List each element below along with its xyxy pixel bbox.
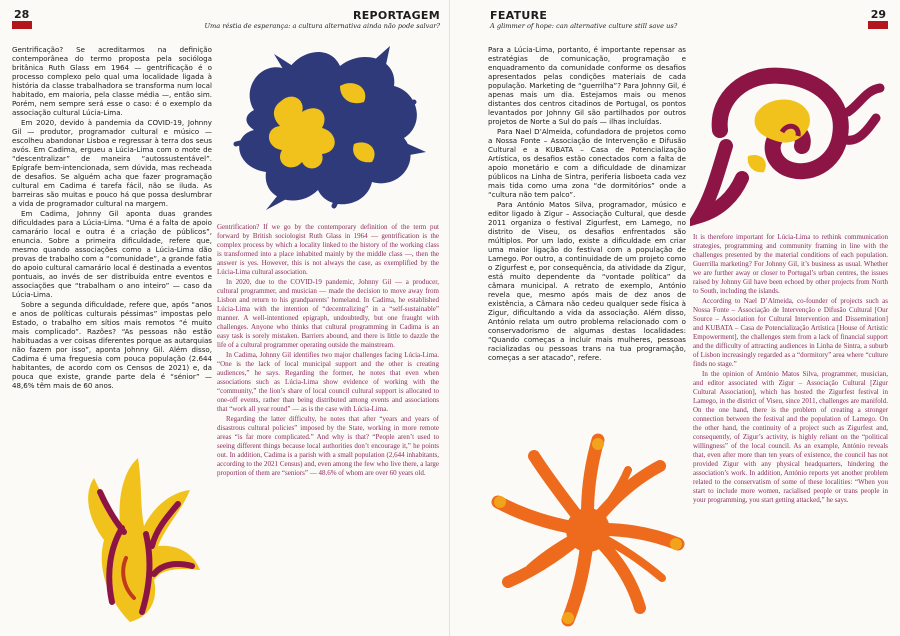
right-page <box>450 0 900 636</box>
portuguese-column <box>12 45 212 465</box>
page-marker-bar <box>12 21 32 29</box>
paragraph: Para a Lúcia-Lima, portanto, é importante repensar as estratégias de comunicação, programação e enquadramento da comunidade conforme os desafios apresentados pelas condições materiais de cada população. Marketing de “guerrilha”? Para Johnny Gil, é apenas mais um dia. Estejamos mais ou menos distantes dos centros citadinos de Portugal, os pontos levantados por Johnny Gil são partilhados por outros projetos de Norte a Sul do país — ilhas incluídas. <box>488 45 686 126</box>
paragraph: It is therefore important for Lúcia-Lima to rethink communication strategies, programming and community framing in line with the challenges presented by the material conditions of each population. Guerrilla marketing? For Johnny Gil, it’s business as usual. Whether we are further away or closer to Portugal’s urban centres, the issues raised by Johnny Gil have been echoed by other projects from North to South, including the islands. <box>693 233 888 295</box>
blue-yellow-splash-illustration <box>222 40 430 218</box>
paragraph: Para Nael D’Almeida, cofundadora de projetos como a Nossa Fonte – Associação de Intervenção e Difusão Cultural e a KUBATA – Casa de Potencialização Artística, os desafios estão conectados com a falta de apoio monetário e com a dificuldade de dinamizar públicos na Linha de Sintra, periferia lisboeta cada vez mais tida como uma zona “de dormitórios” onde a “cultura não tem palco”. <box>488 127 686 199</box>
paragraph: In Cadima, Johnny Gil identifies two major challenges facing Lúcia-Lima. “One is the lack of local municipal support and the other is creating audiences,” he says. Regarding the former, he notes that even when associations such as Lúcia-Lima show evidence of working with the “community,” the lion’s share of local council cultural support is allocated to one-off events, rather than being distributed among events and associations that “work all year round” — as is the case with Lúcia-Lima. <box>217 351 439 413</box>
section-title: FEATURE <box>490 9 548 22</box>
section-title: REPORTAGEM <box>352 9 440 22</box>
article-subtitle: Uma réstia de esperança: a cultura alternativa ainda não pode salvar? <box>204 22 440 30</box>
paragraph: Em Cadima, Johnny Gil aponta duas grandes dificuldades para a Lúcia-Lima. “Uma é a falta de apoio camarário local e outra é a criação de públicos”, enuncia. Sobre a primeira dificuldade, refere que, mesmo quando associações como a Lúcia-Lima dão provas de trabalho com a “comunidade”, a grande fatia do apoio cultural camarário local é destinada a eventos pontuais, ao invés de ser distribuída entre eventos e associações que “trabalham o ano inteiro” — caso da Lúcia-Lima. <box>12 209 212 299</box>
paragraph: Regarding the latter difficulty, he notes that after “years and years of disastrous cultural policies” imposed by the State, working in more remote areas “is far more complicated.” And why is that? “People aren’t used to seeing different things because local authorities don’t encourage it,” he points out. In addition, Cadima is a parish with a small population (2,644 inhabitants, according to the 2021 Census) and, even among the few who live there, a large proportion of them are “seniors” — 48.6% of whom are over 60 years old. <box>217 415 439 477</box>
paragraph: Gentrification? If we go by the contemporary definition of the term put forward by British sociologist Ruth Glass in 1964 — gentrification is the complex process by which a locality linked to the history of the working class is transformed into a place inhabited mainly by the middle class —, then the answer is yes. However, this is not always the case, as exemplified by the Lúcia-Lima cultural association. <box>217 223 439 276</box>
paragraph: According to Nael D’Almeida, co-founder of projects such as Nossa Fonte – Associação de Intervenção e Difusão Cultural [Our Source – Association for Cultural Intervention and Dissemination] and KUBATA – Casa de Potencialização Artística [House of Artistic Empowerment], the challenges stem from a lack of financial support and the difficulty of attracting audiences in Linha de Sintra, a suburb of Lisbon increasingly regarded as a “dormitory” area where “culture finds no stage.” <box>693 297 888 368</box>
paragraph: Gentrificação? Se acreditarmos na definição contemporânea do termo proposta pela socióloga britânica Ruth Glass em 1964 — gentrificação é o processo complexo pelo qual uma localidade ligada à história da classe trabalhadora se transforma num local habitado, em maioria, pela classe média —, então sim. Porém, nem sempre será esse o caso: é o exemplo da associação cultural Lúcia-Lima. <box>12 45 212 117</box>
yellow-flower-illustration <box>60 452 206 632</box>
page-number: 29 <box>870 8 886 21</box>
paragraph: Em 2020, devido à pandemia da COVID-19, Johnny Gil — produtor, programador cultural e músico — escolheu abandonar Lisboa e regressar à terra dos seus avós. Em Cadima, ergueu a Lúcia-Lima com o mote de “descentralizar” de maneira “autossustentável”. Epígrafe bem-intencionada, sem dúvida, mas recheada de desafios. Se alguém acha que fazer programação cultural em Cadima é tarefa fácil, não se iluda. As barreiras são muitas e pouco há que possa deslumbrar a vida de programador cultural na margem. <box>12 118 212 208</box>
paragraph: Sobre a segunda dificuldade, refere que, após “anos e anos de políticas culturais péssimas” impostas pelo Estado, o trabalho em sítios mais remotos “é muito mais complicado”. Razões? “As pessoas não estão habituadas a ver coisas diferentes porque as autarquias não fazem por isso”, aponta Johnny Gil. Além disso, Cadima é uma freguesia com pouca população (2.644 habitantes, de acordo com os Censos de 2021) e, da pouca que existe, grande parte dela é “sénior” — 48,6% têm mais de 60 anos. <box>12 300 212 390</box>
english-column <box>217 223 439 631</box>
portuguese-column <box>488 45 686 427</box>
orange-starburst-illustration <box>490 432 686 628</box>
paragraph: Para António Matos Silva, programador, músico e editor ligado à Zigur – Associação Cultural, que desde 2011 organiza o festival Zigurfest, em Lamego, no distrito de Viseu, os desafios enfrentados são múltiplos. Por um lado, existe a dificuldade em criar uma maior ligação do festival com a população de Lamego. Por outro, a continuidade de um projeto como o Zigurfest e, por consequência, da atividade da Zigur, está muito dependente da “vontade política” da câmara municipal. A retrato de exemplo, António revela que, mesmo após mais de dez anos de existência, a Câmara não cedeu qualquer sede física à Zigur, dificultando a vida da associação. Além disso, António relata um outro problema relacionado com o conservadorismo de algumas destas localidades: “Quando começas a incluir mais mulheres, pessoas racializadas ou pessoas trans na tua programação, começas a ser atacado”, refere. <box>488 200 686 362</box>
article-subtitle: A glimmer of hope: can alternative culture still save us? <box>490 22 678 30</box>
paragraph: In the opinion of António Matos Silva, programmer, musician, and editor associated with Zigur – Associação Cultural [Zigur Cultural Association], which has hosted the Zigurfest festival in Lamego, in the district of Viseu, since 2011, challenges are manifold. On the one hand, there is the problem of creating a stronger connection between the festival and the population of Lamego. On the other hand, the continuity of a project such as Zigurfest and, consequently, of Zigur’s activity, is highly reliant on the “political willingness” of the local council. As an example, António reveals that, even after more than ten years of existence, the council has not provided Zigur with any physical headquarters, hindering the association’s work. In addition, António reports yet another problem related to the conservatism of some of these localities: “When you start to include more women, racialised people or trans people in your programming, you start getting attacked,” he says. <box>693 370 888 504</box>
page-marker-bar <box>868 21 888 29</box>
magenta-swirl-illustration <box>690 60 890 228</box>
page-number: 28 <box>14 8 30 21</box>
paragraph: In 2020, due to the COVID-19 pandemic, Johnny Gil — a producer, cultural programmer, and musician — made the decision to move away from Lisbon and return to his grandparents’ homeland. In Cadima, he established Lúcia-Lima with the intention of “decentralizing” in a “self-sustainable” manner. A well-intentioned epigraph, undoubtedly, but one fraught with challenges. Anyone who thinks that cultural programming in Cadima is an easy task is sorely mistaken. Barriers abound, and there is little to dazzle the life of a cultural programmer operating outside the mainstream. <box>217 278 439 349</box>
english-column <box>693 233 888 631</box>
